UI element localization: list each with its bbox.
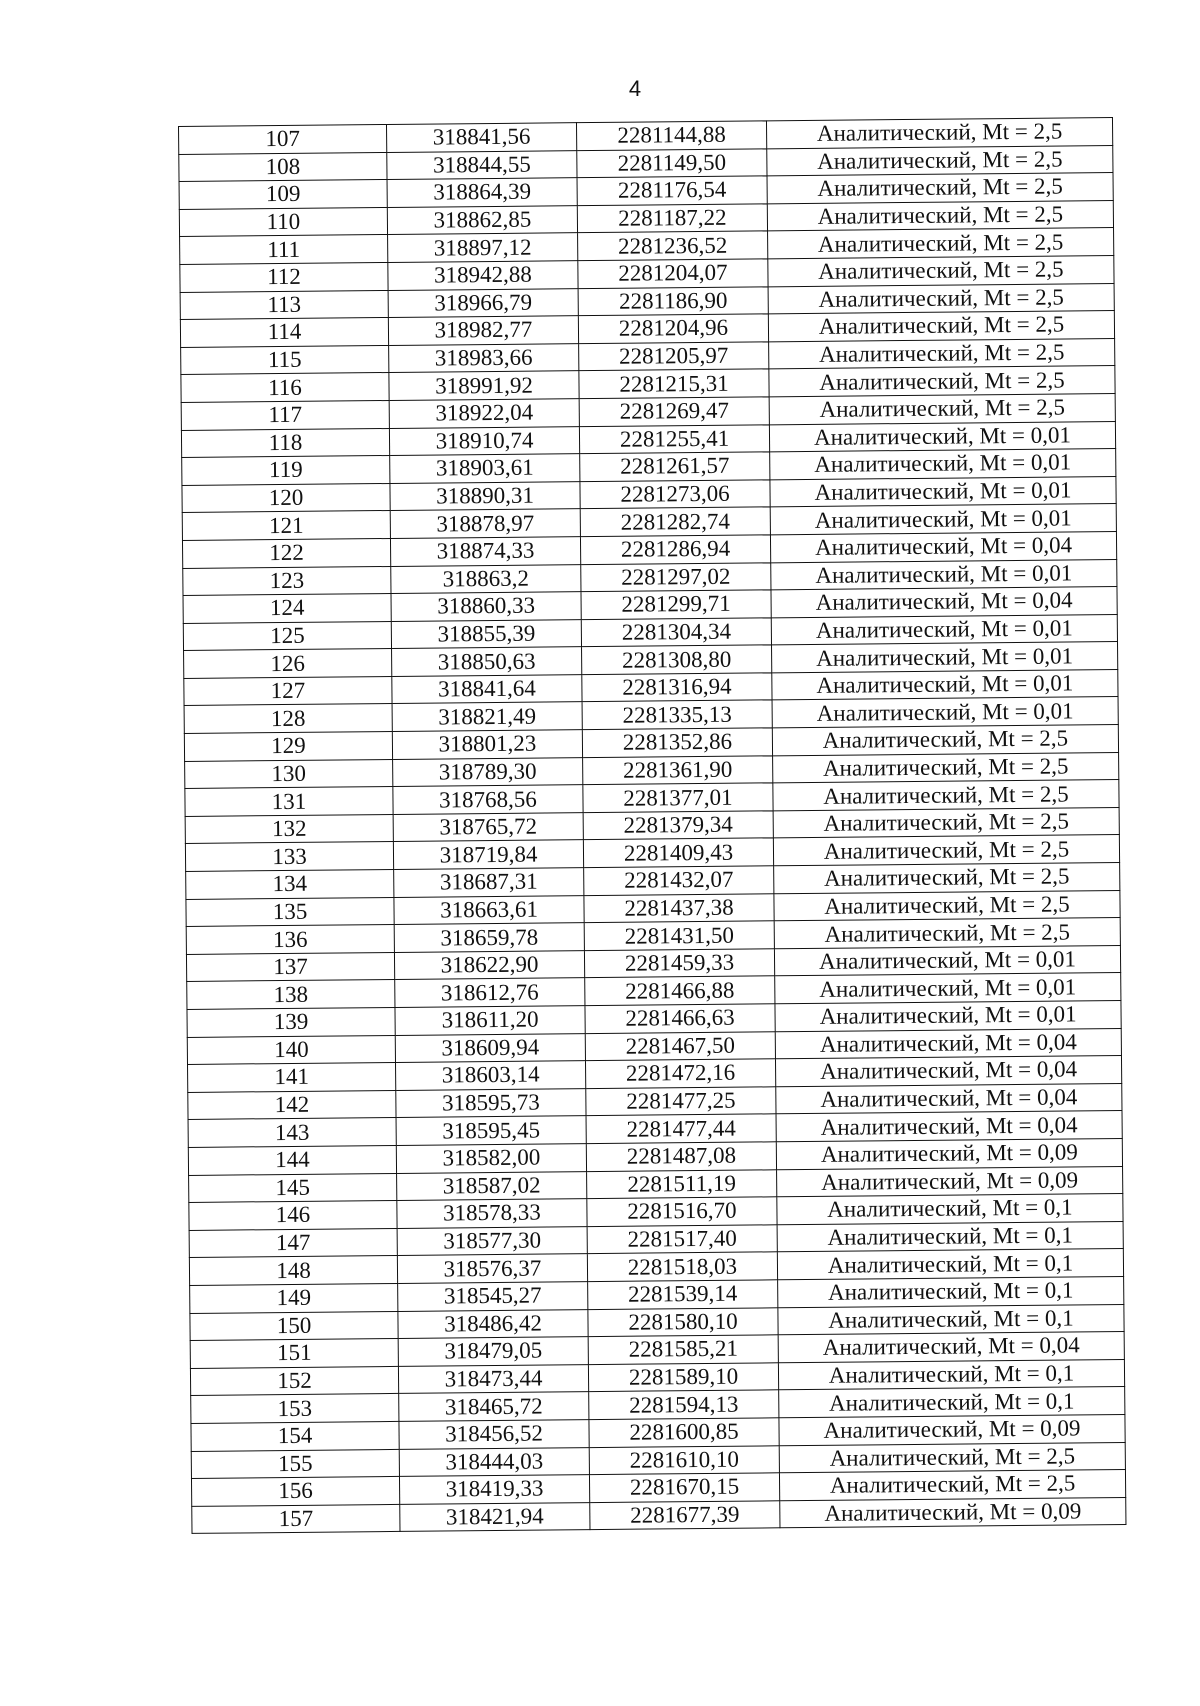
point-number-cell: 123 — [183, 566, 391, 596]
point-number-cell: 120 — [182, 483, 390, 513]
point-number-cell: 110 — [179, 207, 387, 237]
y-coordinate-cell: 2281273,06 — [580, 480, 770, 509]
x-coordinate-cell: 318897,12 — [388, 233, 578, 262]
point-number-cell: 153 — [191, 1394, 399, 1424]
x-coordinate-cell: 318982,77 — [388, 316, 578, 345]
method-cell: Аналитический, Mt = 2,5 — [779, 1470, 1125, 1501]
x-coordinate-cell: 318595,45 — [396, 1116, 586, 1145]
point-number-cell: 136 — [186, 925, 394, 955]
method-cell: Аналитический, Mt = 0,1 — [779, 1387, 1125, 1418]
x-coordinate-cell: 318486,42 — [398, 1309, 588, 1338]
x-coordinate-cell: 318719,84 — [393, 840, 583, 869]
y-coordinate-cell: 2281477,25 — [586, 1087, 776, 1116]
method-cell: Аналитический, Mt = 2,5 — [774, 890, 1120, 921]
method-cell: Аналитический, Mt = 2,5 — [773, 807, 1119, 838]
point-number-cell: 116 — [181, 373, 389, 403]
point-number-cell: 109 — [179, 180, 387, 210]
x-coordinate-cell: 318844,55 — [387, 150, 577, 179]
point-number-cell: 134 — [186, 869, 394, 899]
x-coordinate-cell: 318991,92 — [389, 371, 579, 400]
x-coordinate-cell: 318890,31 — [390, 481, 580, 510]
x-coordinate-cell: 318821,49 — [392, 702, 582, 731]
x-coordinate-cell: 318922,04 — [389, 399, 579, 428]
x-coordinate-cell: 318855,39 — [391, 619, 581, 648]
point-number-cell: 111 — [180, 235, 388, 265]
method-cell: Аналитический, Mt = 2,5 — [779, 1442, 1125, 1473]
x-coordinate-cell: 318578,33 — [397, 1199, 587, 1228]
x-coordinate-cell: 318603,14 — [396, 1061, 586, 1090]
method-cell: Аналитический, Mt = 2,5 — [767, 173, 1113, 204]
method-cell: Аналитический, Mt = 0,1 — [778, 1359, 1124, 1390]
method-cell: Аналитический, Mt = 2,5 — [773, 835, 1119, 866]
x-coordinate-cell: 318612,76 — [395, 978, 585, 1007]
method-cell: Аналитический, Mt = 2,5 — [773, 780, 1119, 811]
point-number-cell: 152 — [190, 1366, 398, 1396]
point-number-cell: 126 — [184, 649, 392, 679]
point-number-cell: 149 — [190, 1283, 398, 1313]
x-coordinate-cell: 318983,66 — [389, 343, 579, 372]
x-coordinate-cell: 318611,20 — [395, 1006, 585, 1035]
x-coordinate-cell: 318841,56 — [386, 123, 576, 152]
x-coordinate-cell: 318473,44 — [398, 1364, 588, 1393]
y-coordinate-cell: 2281204,07 — [578, 259, 768, 288]
y-coordinate-cell: 2281261,57 — [580, 452, 770, 481]
y-coordinate-cell: 2281517,40 — [587, 1225, 777, 1254]
x-coordinate-cell: 318456,52 — [399, 1420, 589, 1449]
y-coordinate-cell: 2281255,41 — [579, 424, 769, 453]
method-cell: Аналитический, Mt = 2,5 — [767, 145, 1113, 176]
y-coordinate-cell: 2281377,01 — [583, 783, 773, 812]
point-number-cell: 154 — [191, 1421, 399, 1451]
point-number-cell: 130 — [185, 759, 393, 789]
method-cell: Аналитический, Mt = 0,01 — [769, 421, 1115, 452]
x-coordinate-cell: 318622,90 — [394, 950, 584, 979]
y-coordinate-cell: 2281594,13 — [589, 1390, 779, 1419]
method-cell: Аналитический, Mt = 2,5 — [768, 255, 1114, 286]
method-cell: Аналитический, Mt = 2,5 — [774, 918, 1120, 949]
method-cell: Аналитический, Mt = 0,1 — [777, 1221, 1123, 1252]
y-coordinate-cell: 2281600,85 — [589, 1418, 779, 1447]
y-coordinate-cell: 2281186,90 — [578, 286, 768, 315]
y-coordinate-cell: 2281610,10 — [589, 1445, 779, 1474]
y-coordinate-cell: 2281589,10 — [588, 1363, 778, 1392]
method-cell: Аналитический, Mt = 0,01 — [771, 559, 1117, 590]
point-number-cell: 128 — [184, 704, 392, 734]
method-cell: Аналитический, Mt = 0,1 — [777, 1249, 1123, 1280]
y-coordinate-cell: 2281205,97 — [579, 342, 769, 371]
method-cell: Аналитический, Mt = 2,5 — [768, 311, 1114, 342]
point-number-cell: 142 — [188, 1090, 396, 1120]
y-coordinate-cell: 2281580,10 — [588, 1307, 778, 1336]
point-number-cell: 156 — [191, 1477, 399, 1507]
point-number-cell: 129 — [184, 732, 392, 762]
point-number-cell: 122 — [182, 538, 390, 568]
point-number-cell: 133 — [185, 842, 393, 872]
x-coordinate-cell: 318862,85 — [387, 205, 577, 234]
x-coordinate-cell: 318860,33 — [391, 592, 581, 621]
y-coordinate-cell: 2281432,07 — [584, 866, 774, 895]
point-number-cell: 117 — [181, 400, 389, 430]
y-coordinate-cell: 2281466,88 — [585, 976, 775, 1005]
method-cell: Аналитический, Mt = 0,01 — [770, 449, 1116, 480]
method-cell: Аналитический, Mt = 0,04 — [776, 1111, 1122, 1142]
method-cell: Аналитический, Mt = 0,01 — [771, 614, 1117, 645]
method-cell: Аналитический, Mt = 0,01 — [774, 945, 1120, 976]
y-coordinate-cell: 2281466,63 — [585, 1004, 775, 1033]
method-cell: Аналитический, Mt = 2,5 — [766, 118, 1112, 149]
y-coordinate-cell: 2281361,90 — [583, 755, 773, 784]
method-cell: Аналитический, Mt = 0,01 — [770, 476, 1116, 507]
x-coordinate-cell: 318878,97 — [390, 509, 580, 538]
x-coordinate-cell: 318864,39 — [387, 178, 577, 207]
y-coordinate-cell: 2281335,13 — [582, 700, 772, 729]
method-cell: Аналитический, Mt = 2,5 — [774, 863, 1120, 894]
point-number-cell: 137 — [186, 952, 394, 982]
x-coordinate-cell: 318874,33 — [390, 537, 580, 566]
x-coordinate-cell: 318903,61 — [390, 454, 580, 483]
x-coordinate-cell: 318595,73 — [396, 1088, 586, 1117]
x-coordinate-cell: 318789,30 — [393, 757, 583, 786]
x-coordinate-cell: 318663,61 — [394, 895, 584, 924]
y-coordinate-cell: 2281477,44 — [586, 1114, 776, 1143]
coordinates-table — [178, 117, 1126, 1534]
y-coordinate-cell: 2281269,47 — [579, 397, 769, 426]
point-number-cell: 155 — [191, 1449, 399, 1479]
method-cell: Аналитический, Mt = 0,04 — [775, 1028, 1121, 1059]
y-coordinate-cell: 2281539,14 — [588, 1280, 778, 1309]
y-coordinate-cell: 2281437,38 — [584, 893, 774, 922]
point-number-cell: 151 — [190, 1339, 398, 1369]
method-cell: Аналитический, Mt = 2,5 — [769, 338, 1115, 369]
x-coordinate-cell: 318479,05 — [398, 1337, 588, 1366]
method-cell: Аналитический, Mt = 0,01 — [772, 669, 1118, 700]
y-coordinate-cell: 2281144,88 — [576, 121, 766, 150]
method-cell: Аналитический, Mt = 0,04 — [776, 1083, 1122, 1114]
y-coordinate-cell: 2281297,02 — [581, 562, 771, 591]
y-coordinate-cell: 2281308,80 — [582, 645, 772, 674]
y-coordinate-cell: 2281518,03 — [587, 1252, 777, 1281]
method-cell: Аналитический, Mt = 0,01 — [772, 642, 1118, 673]
method-cell: Аналитический, Mt = 0,09 — [776, 1138, 1122, 1169]
method-cell: Аналитический, Mt = 0,09 — [780, 1497, 1126, 1528]
method-cell: Аналитический, Mt = 0,01 — [772, 697, 1118, 728]
x-coordinate-cell: 318765,72 — [393, 812, 583, 841]
point-number-cell: 107 — [179, 124, 387, 154]
point-number-cell: 131 — [185, 787, 393, 817]
y-coordinate-cell: 2281286,94 — [580, 535, 770, 564]
y-coordinate-cell: 2281472,16 — [585, 1059, 775, 1088]
x-coordinate-cell: 318966,79 — [388, 288, 578, 317]
y-coordinate-cell: 2281299,71 — [581, 590, 771, 619]
point-number-cell: 141 — [188, 1063, 396, 1093]
point-number-cell: 146 — [189, 1201, 397, 1231]
method-cell: Аналитический, Mt = 2,5 — [773, 752, 1119, 783]
point-number-cell: 119 — [182, 456, 390, 486]
point-number-cell: 147 — [189, 1228, 397, 1258]
method-cell: Аналитический, Mt = 0,04 — [770, 531, 1116, 562]
point-number-cell: 140 — [187, 1035, 395, 1065]
x-coordinate-cell: 318419,33 — [399, 1475, 589, 1504]
point-number-cell: 121 — [182, 511, 390, 541]
y-coordinate-cell: 2281316,94 — [582, 673, 772, 702]
method-cell: Аналитический, Mt = 0,01 — [775, 1000, 1121, 1031]
method-cell: Аналитический, Mt = 0,1 — [778, 1276, 1124, 1307]
method-cell: Аналитический, Mt = 2,5 — [772, 725, 1118, 756]
y-coordinate-cell: 2281467,50 — [585, 1031, 775, 1060]
y-coordinate-cell: 2281677,39 — [590, 1500, 780, 1529]
point-number-cell: 124 — [183, 594, 391, 624]
method-cell: Аналитический, Mt = 0,01 — [775, 973, 1121, 1004]
y-coordinate-cell: 2281516,70 — [587, 1197, 777, 1226]
y-coordinate-cell: 2281511,19 — [587, 1169, 777, 1198]
page-number: 4 — [628, 76, 642, 101]
y-coordinate-cell: 2281176,54 — [577, 176, 767, 205]
point-number-cell: 127 — [184, 676, 392, 706]
method-cell: Аналитический, Mt = 0,04 — [775, 1056, 1121, 1087]
x-coordinate-cell: 318850,63 — [392, 647, 582, 676]
method-cell: Аналитический, Mt = 0,04 — [778, 1332, 1124, 1363]
method-cell: Аналитический, Mt = 0,01 — [770, 504, 1116, 535]
y-coordinate-cell: 2281379,34 — [583, 811, 773, 840]
x-coordinate-cell: 318587,02 — [397, 1171, 587, 1200]
point-number-cell: 108 — [179, 152, 387, 182]
point-number-cell: 148 — [189, 1256, 397, 1286]
method-cell: Аналитический, Mt = 2,5 — [768, 228, 1114, 259]
x-coordinate-cell: 318768,56 — [393, 785, 583, 814]
point-number-cell: 115 — [181, 345, 389, 375]
point-number-cell: 125 — [183, 621, 391, 651]
x-coordinate-cell: 318687,31 — [394, 868, 584, 897]
method-cell: Аналитический, Mt = 0,1 — [778, 1304, 1124, 1335]
y-coordinate-cell: 2281487,08 — [586, 1142, 776, 1171]
method-cell: Аналитический, Mt = 2,5 — [769, 393, 1115, 424]
y-coordinate-cell: 2281585,21 — [588, 1335, 778, 1364]
point-number-cell: 135 — [186, 897, 394, 927]
y-coordinate-cell: 2281409,43 — [583, 838, 773, 867]
point-number-cell: 118 — [181, 428, 389, 458]
y-coordinate-cell: 2281236,52 — [578, 231, 768, 260]
table-body — [179, 118, 1126, 1534]
x-coordinate-cell: 318841,64 — [392, 675, 582, 704]
point-number-cell: 138 — [187, 980, 395, 1010]
y-coordinate-cell: 2281459,33 — [584, 949, 774, 978]
y-coordinate-cell: 2281304,34 — [581, 618, 771, 647]
point-number-cell: 143 — [188, 1118, 396, 1148]
x-coordinate-cell: 318863,2 — [391, 564, 581, 593]
x-coordinate-cell: 318444,03 — [399, 1447, 589, 1476]
method-cell: Аналитический, Mt = 0,09 — [777, 1166, 1123, 1197]
method-cell: Аналитический, Mt = 2,5 — [767, 200, 1113, 231]
x-coordinate-cell: 318465,72 — [399, 1392, 589, 1421]
x-coordinate-cell: 318659,78 — [394, 923, 584, 952]
x-coordinate-cell: 318942,88 — [388, 261, 578, 290]
y-coordinate-cell: 2281187,22 — [577, 204, 767, 233]
x-coordinate-cell: 318576,37 — [397, 1254, 587, 1283]
y-coordinate-cell: 2281352,86 — [582, 728, 772, 757]
y-coordinate-cell: 2281670,15 — [589, 1473, 779, 1502]
point-number-cell: 144 — [188, 1145, 396, 1175]
y-coordinate-cell: 2281282,74 — [580, 507, 770, 536]
point-number-cell: 112 — [180, 262, 388, 292]
point-number-cell: 139 — [187, 1007, 395, 1037]
x-coordinate-cell: 318577,30 — [397, 1226, 587, 1255]
x-coordinate-cell: 318609,94 — [395, 1033, 585, 1062]
x-coordinate-cell: 318545,27 — [398, 1282, 588, 1311]
x-coordinate-cell: 318801,23 — [392, 730, 582, 759]
method-cell: Аналитический, Mt = 0,04 — [771, 587, 1117, 618]
x-coordinate-cell: 318582,00 — [396, 1144, 586, 1173]
method-cell: Аналитический, Mt = 0,1 — [777, 1194, 1123, 1225]
point-number-cell: 145 — [189, 1173, 397, 1203]
y-coordinate-cell: 2281204,96 — [578, 314, 768, 343]
y-coordinate-cell: 2281215,31 — [579, 369, 769, 398]
point-number-cell: 150 — [190, 1311, 398, 1341]
point-number-cell: 114 — [180, 318, 388, 348]
x-coordinate-cell: 318910,74 — [389, 426, 579, 455]
y-coordinate-cell: 2281149,50 — [577, 148, 767, 177]
method-cell: Аналитический, Mt = 2,5 — [768, 283, 1114, 314]
method-cell: Аналитический, Mt = 2,5 — [769, 366, 1115, 397]
point-number-cell: 157 — [192, 1504, 400, 1534]
x-coordinate-cell: 318421,94 — [400, 1502, 590, 1531]
method-cell: Аналитический, Mt = 0,09 — [779, 1414, 1125, 1445]
y-coordinate-cell: 2281431,50 — [584, 921, 774, 950]
point-number-cell: 113 — [180, 290, 388, 320]
point-number-cell: 132 — [185, 814, 393, 844]
